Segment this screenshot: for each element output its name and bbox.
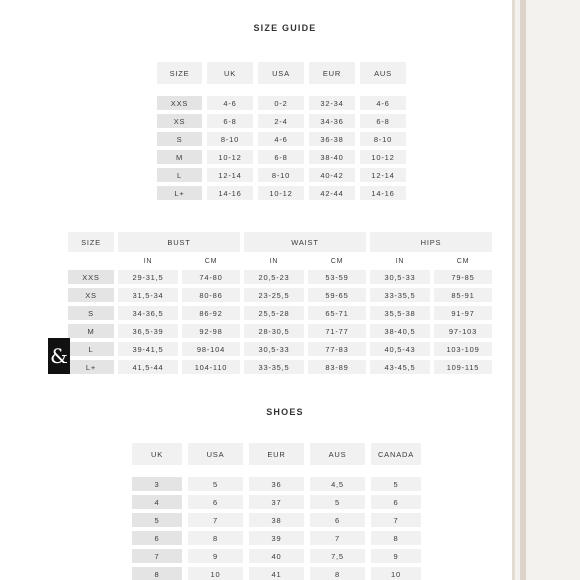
table-cell: 6 xyxy=(310,513,365,527)
table-cell: 37 xyxy=(249,495,304,509)
size-label: M xyxy=(68,324,114,338)
table-row xyxy=(157,132,406,146)
size-label: L+ xyxy=(68,360,114,374)
size-label: S xyxy=(68,306,114,320)
table-cell: 7 xyxy=(310,531,365,545)
column-header-eur: EUR xyxy=(309,62,355,84)
table-cell: 40,5-43 xyxy=(370,342,430,356)
table-cell: 5 xyxy=(371,477,421,491)
table-cell: 10-12 xyxy=(360,150,406,164)
table-cell: 85-91 xyxy=(434,288,492,302)
table-cell: 43-45,5 xyxy=(370,360,430,374)
table-cell: 8 xyxy=(132,567,182,580)
shoe-size-table xyxy=(126,439,427,580)
table-cell: 0-2 xyxy=(258,96,304,110)
column-header-aus: AUS xyxy=(360,62,406,84)
size-label: XXS xyxy=(157,96,202,110)
table-cell: 10 xyxy=(188,567,243,580)
table-cell: 103-109 xyxy=(434,342,492,356)
table-row xyxy=(157,186,406,200)
table-cell: 30,5-33 xyxy=(370,270,430,284)
column-header-usa: USA xyxy=(258,62,304,84)
table-cell: 8-10 xyxy=(360,132,406,146)
table-cell: 25,5-28 xyxy=(244,306,304,320)
column-header-hips: HIPS xyxy=(370,232,492,252)
size-label: XXS xyxy=(68,270,114,284)
column-header-uk: UK xyxy=(207,62,253,84)
table-cell: 34-36,5 xyxy=(118,306,178,320)
table-cell: 5 xyxy=(310,495,365,509)
table-cell: 36-38 xyxy=(309,132,355,146)
size-label: M xyxy=(157,150,202,164)
column-header-canada: CANADA xyxy=(371,443,421,465)
column-header-bust: BUST xyxy=(118,232,240,252)
table-cell: 91-97 xyxy=(434,306,492,320)
table-cell: 35,5-38 xyxy=(370,306,430,320)
size-label: L xyxy=(68,342,114,356)
table-cell: 41,5-44 xyxy=(118,360,178,374)
table-cell: 8-10 xyxy=(258,168,304,182)
table-cell: 4-6 xyxy=(258,132,304,146)
table-row xyxy=(157,150,406,164)
table-cell: 6-8 xyxy=(258,150,304,164)
table-row xyxy=(132,549,421,563)
table-row xyxy=(157,168,406,182)
table-cell: 10-12 xyxy=(258,186,304,200)
table-cell: 77-83 xyxy=(308,342,366,356)
size-label: S xyxy=(157,132,202,146)
table-cell: 8 xyxy=(188,531,243,545)
table-cell: 4,5 xyxy=(310,477,365,491)
table-row xyxy=(132,567,421,580)
table-cell: 30,5-33 xyxy=(244,342,304,356)
table-cell: 8-10 xyxy=(207,132,253,146)
size-conversion-table xyxy=(152,58,411,204)
size-label: L+ xyxy=(157,186,202,200)
table-row xyxy=(68,324,492,338)
table-cell: 3 xyxy=(132,477,182,491)
table-cell: 6-8 xyxy=(207,114,253,128)
table-cell: 97-103 xyxy=(434,324,492,338)
page-edge xyxy=(520,0,526,580)
table-cell: 10 xyxy=(371,567,421,580)
table-cell: 12-14 xyxy=(360,168,406,182)
size-label: XS xyxy=(157,114,202,128)
table-row xyxy=(132,495,421,509)
table-cell: 28-30,5 xyxy=(244,324,304,338)
table-cell: 7 xyxy=(132,549,182,563)
table-cell: 6-8 xyxy=(360,114,406,128)
table-row xyxy=(68,342,492,356)
table-cell: 74-80 xyxy=(182,270,240,284)
table-cell: 6 xyxy=(132,531,182,545)
table-row xyxy=(68,288,492,302)
table-cell: 41 xyxy=(249,567,304,580)
body-measurements-table xyxy=(64,228,496,378)
column-header-aus: AUS xyxy=(310,443,365,465)
table-cell: 2-4 xyxy=(258,114,304,128)
table-cell: 104-110 xyxy=(182,360,240,374)
unit-label-cm: CM xyxy=(308,256,366,266)
size-label: XS xyxy=(68,288,114,302)
unit-label-cm: CM xyxy=(182,256,240,266)
table-cell: 33-35,5 xyxy=(244,360,304,374)
table-cell: 4 xyxy=(132,495,182,509)
unit-label-cm: CM xyxy=(434,256,492,266)
table-row xyxy=(68,306,492,320)
table-cell: 7 xyxy=(188,513,243,527)
table-cell: 5 xyxy=(188,477,243,491)
table-cell: 109-115 xyxy=(434,360,492,374)
table-cell: 34-36 xyxy=(309,114,355,128)
table-cell: 39-41,5 xyxy=(118,342,178,356)
table-cell: 6 xyxy=(188,495,243,509)
table-cell: 40-42 xyxy=(309,168,355,182)
table-cell: 9 xyxy=(188,549,243,563)
table-cell: 42-44 xyxy=(309,186,355,200)
table-cell: 5 xyxy=(132,513,182,527)
table-cell: 7 xyxy=(371,513,421,527)
table-cell: 59-65 xyxy=(308,288,366,302)
column-header-size: SIZE xyxy=(68,232,114,252)
ampersand-icon: & xyxy=(50,344,68,368)
table-cell: 40 xyxy=(249,549,304,563)
table-cell: 10-12 xyxy=(207,150,253,164)
table-cell: 6 xyxy=(371,495,421,509)
table-cell: 98-104 xyxy=(182,342,240,356)
column-header-eur: EUR xyxy=(249,443,304,465)
table-row xyxy=(157,114,406,128)
column-header-uk: UK xyxy=(132,443,182,465)
table-cell: 80-86 xyxy=(182,288,240,302)
table-cell: 83-89 xyxy=(308,360,366,374)
page-edge xyxy=(512,0,515,580)
column-header-usa: USA xyxy=(188,443,243,465)
size-label: L xyxy=(157,168,202,182)
table-row xyxy=(68,270,492,284)
table-cell: 32-34 xyxy=(309,96,355,110)
table-cell: 79-85 xyxy=(434,270,492,284)
table-cell: 8 xyxy=(310,567,365,580)
table-cell: 38-40 xyxy=(309,150,355,164)
table-cell: 53-59 xyxy=(308,270,366,284)
shoes-title: SHOES xyxy=(266,407,304,417)
table-cell: 71-77 xyxy=(308,324,366,338)
table-cell: 4-6 xyxy=(207,96,253,110)
table-cell: 4-6 xyxy=(360,96,406,110)
table-cell: 38-40,5 xyxy=(370,324,430,338)
table-cell: 7,5 xyxy=(310,549,365,563)
table-row xyxy=(132,531,421,545)
table-row xyxy=(157,96,406,110)
brand-logo xyxy=(48,338,70,374)
table-cell: 36,5-39 xyxy=(118,324,178,338)
table-cell: 39 xyxy=(249,531,304,545)
unit-label-in: IN xyxy=(370,256,430,266)
table-cell: 29-31,5 xyxy=(118,270,178,284)
table-cell: 9 xyxy=(371,549,421,563)
table-cell: 31,5-34 xyxy=(118,288,178,302)
table-cell: 14-16 xyxy=(207,186,253,200)
table-row xyxy=(132,513,421,527)
unit-label-in: IN xyxy=(118,256,178,266)
column-header-waist: WAIST xyxy=(244,232,366,252)
table-cell: 12-14 xyxy=(207,168,253,182)
table-cell: 14-16 xyxy=(360,186,406,200)
table-row xyxy=(132,477,421,491)
table-cell: 33-35,5 xyxy=(370,288,430,302)
table-cell: 36 xyxy=(249,477,304,491)
unit-label-in: IN xyxy=(244,256,304,266)
column-header-size: SIZE xyxy=(157,62,202,84)
table-cell: 20,5-23 xyxy=(244,270,304,284)
table-cell: 23-25,5 xyxy=(244,288,304,302)
table-cell: 86-92 xyxy=(182,306,240,320)
size-guide-title: SIZE GUIDE xyxy=(253,23,317,33)
table-cell: 65-71 xyxy=(308,306,366,320)
table-cell: 92-98 xyxy=(182,324,240,338)
table-row xyxy=(68,360,492,374)
table-cell: 8 xyxy=(371,531,421,545)
table-cell: 38 xyxy=(249,513,304,527)
